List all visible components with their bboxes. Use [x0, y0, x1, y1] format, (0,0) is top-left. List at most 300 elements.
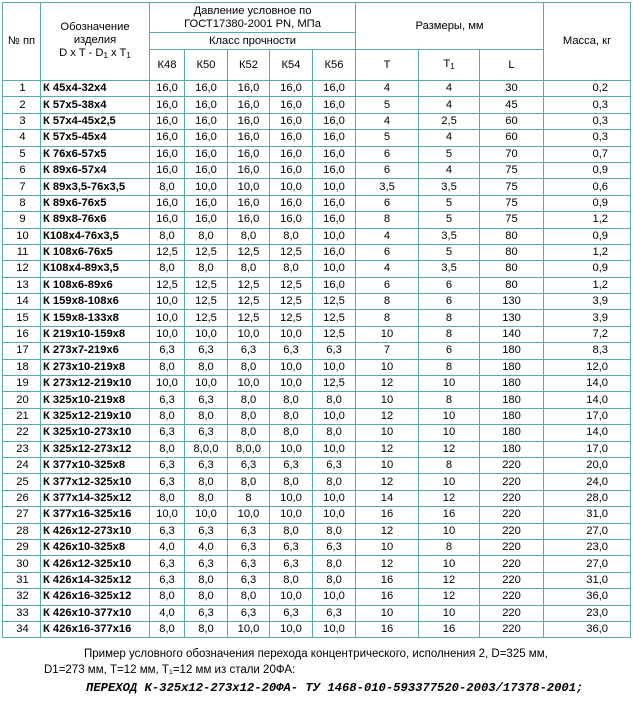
row-pn-k56: 6,3	[313, 605, 356, 621]
row-dim-t: 10	[356, 457, 419, 473]
row-dim-l: 180	[480, 425, 544, 441]
row-pn-k52: 10,0	[228, 326, 270, 342]
row-pn-k48: 8,0	[150, 179, 185, 195]
row-number: 3	[3, 113, 41, 129]
row-pn-k52: 10,0	[228, 507, 270, 523]
table-row	[3, 179, 631, 195]
row-pn-k54: 6,3	[270, 343, 313, 359]
row-pn-k54: 6,3	[270, 539, 313, 555]
row-pn-k52: 12,5	[228, 277, 270, 293]
row-pn-k48: 16,0	[150, 162, 185, 178]
row-dim-t: 8	[356, 294, 419, 310]
row-pn-k54: 8,0	[270, 392, 313, 408]
table-row	[3, 310, 631, 326]
row-pn-k52: 16,0	[228, 97, 270, 113]
row-pn-k48: 4,0	[150, 605, 185, 621]
row-pn-k48: 10,0	[150, 326, 185, 342]
row-number: 20	[3, 392, 41, 408]
row-designation: К 377x10-325x8	[41, 457, 150, 473]
row-pn-k54: 8,0	[270, 572, 313, 588]
row-dim-l: 180	[480, 359, 544, 375]
row-dim-t1: 4	[419, 162, 480, 178]
row-pn-k56: 16,0	[313, 130, 356, 146]
row-pn-k56: 10,0	[313, 408, 356, 424]
row-number: 24	[3, 457, 41, 473]
row-designation: К 426x10-325x8	[41, 539, 150, 555]
table-row	[3, 277, 631, 293]
table-row	[3, 441, 631, 457]
row-designation: К 108x6-76x5	[41, 244, 150, 260]
row-number: 32	[3, 589, 41, 605]
row-mass: 8,3	[544, 343, 631, 359]
row-designation: К108x4-76x3,5	[41, 228, 150, 244]
row-designation: К 89x8-76x6	[41, 212, 150, 228]
row-dim-l: 220	[480, 457, 544, 473]
row-dim-t: 4	[356, 261, 419, 277]
row-dim-t1: 8	[419, 457, 480, 473]
row-pn-k52: 6,3	[228, 457, 270, 473]
row-pn-k56: 10,0	[313, 179, 356, 195]
header-sizes: Размеры, мм	[356, 3, 544, 50]
row-dim-t: 16	[356, 589, 419, 605]
row-designation: К 426x16-377x16	[41, 621, 150, 637]
row-dim-t: 7	[356, 343, 419, 359]
row-dim-t1: 5	[419, 146, 480, 162]
row-pn-k54: 12,5	[270, 277, 313, 293]
row-pn-k52: 8,0	[228, 474, 270, 490]
row-pn-k52: 12,5	[228, 244, 270, 260]
table-row	[3, 621, 631, 637]
header-dim-l: L	[480, 50, 544, 81]
row-dim-t: 16	[356, 572, 419, 588]
row-dim-l: 180	[480, 343, 544, 359]
row-dim-t1: 10	[419, 408, 480, 424]
row-dim-t: 6	[356, 146, 419, 162]
row-pn-k48: 6,3	[150, 572, 185, 588]
row-number: 21	[3, 408, 41, 424]
row-pn-k54: 8,0	[270, 228, 313, 244]
row-dim-t1: 10	[419, 523, 480, 539]
row-pn-k48: 6,3	[150, 457, 185, 473]
row-pn-k52: 10,0	[228, 621, 270, 637]
row-pn-k54: 16,0	[270, 113, 313, 129]
table-row	[3, 474, 631, 490]
row-pn-k52: 16,0	[228, 81, 270, 97]
row-dim-t1: 3,5	[419, 261, 480, 277]
row-pn-k50: 8,0	[185, 228, 228, 244]
row-dim-t: 12	[356, 376, 419, 392]
row-pn-k50: 10,0	[185, 507, 228, 523]
row-designation: К108x4-89x3,5	[41, 261, 150, 277]
row-pn-k52: 16,0	[228, 162, 270, 178]
row-number: 2	[3, 97, 41, 113]
row-number: 26	[3, 490, 41, 506]
row-dim-l: 180	[480, 441, 544, 457]
table-row	[3, 113, 631, 129]
row-pn-k50: 8,0	[185, 261, 228, 277]
row-dim-t1: 8	[419, 310, 480, 326]
row-pn-k50: 16,0	[185, 195, 228, 211]
row-number: 6	[3, 162, 41, 178]
row-pn-k50: 16,0	[185, 146, 228, 162]
row-dim-t1: 10	[419, 556, 480, 572]
row-mass: 36,0	[544, 621, 631, 637]
row-dim-t1: 8	[419, 359, 480, 375]
row-pn-k56: 16,0	[313, 146, 356, 162]
row-pn-k48: 8,0	[150, 490, 185, 506]
row-dim-l: 60	[480, 130, 544, 146]
row-mass: 28,0	[544, 490, 631, 506]
row-mass: 12,0	[544, 359, 631, 375]
row-dim-t1: 12	[419, 589, 480, 605]
row-dim-t1: 6	[419, 277, 480, 293]
row-designation: К 426x16-325x12	[41, 589, 150, 605]
row-pn-k56: 10,0	[313, 589, 356, 605]
row-number: 34	[3, 621, 41, 637]
row-pn-k56: 12,5	[313, 376, 356, 392]
row-dim-l: 45	[480, 97, 544, 113]
row-dim-t1: 4	[419, 81, 480, 97]
row-pn-k56: 10,0	[313, 228, 356, 244]
row-pn-k48: 16,0	[150, 146, 185, 162]
spec-table	[2, 2, 631, 638]
row-mass: 0,9	[544, 228, 631, 244]
row-pn-k54: 12,5	[270, 310, 313, 326]
row-dim-l: 140	[480, 326, 544, 342]
row-designation: К 325x10-273x10	[41, 425, 150, 441]
row-pn-k50: 8,0,0	[185, 441, 228, 457]
row-mass: 23,0	[544, 605, 631, 621]
row-dim-t: 6	[356, 195, 419, 211]
row-pn-k50: 12,5	[185, 244, 228, 260]
row-pn-k56: 16,0	[313, 195, 356, 211]
row-mass: 23,0	[544, 539, 631, 555]
row-dim-t: 10	[356, 539, 419, 555]
row-dim-l: 75	[480, 212, 544, 228]
row-dim-t: 16	[356, 621, 419, 637]
row-number: 33	[3, 605, 41, 621]
row-number: 14	[3, 294, 41, 310]
table-row	[3, 556, 631, 572]
row-pn-k50: 16,0	[185, 130, 228, 146]
row-pn-k52: 6,3	[228, 556, 270, 572]
row-number: 23	[3, 441, 41, 457]
row-dim-t1: 3,5	[419, 179, 480, 195]
row-dim-l: 220	[480, 539, 544, 555]
table-row	[3, 343, 631, 359]
row-pn-k54: 6,3	[270, 556, 313, 572]
row-pn-k48: 12,5	[150, 244, 185, 260]
table-row	[3, 212, 631, 228]
row-pn-k56: 16,0	[313, 244, 356, 260]
row-dim-t: 6	[356, 162, 419, 178]
table-row	[3, 244, 631, 260]
row-pn-k54: 10,0	[270, 490, 313, 506]
row-number: 29	[3, 539, 41, 555]
row-pn-k56: 10,0	[313, 490, 356, 506]
row-dim-t1: 16	[419, 507, 480, 523]
row-pn-k48: 8,0	[150, 228, 185, 244]
row-pn-k50: 6,3	[185, 457, 228, 473]
row-dim-l: 220	[480, 556, 544, 572]
row-designation: К 57x5-45x4	[41, 130, 150, 146]
row-pn-k52: 16,0	[228, 146, 270, 162]
row-number: 1	[3, 81, 41, 97]
row-dim-t1: 6	[419, 343, 480, 359]
row-dim-l: 80	[480, 261, 544, 277]
table-row	[3, 589, 631, 605]
row-pn-k54: 10,0	[270, 621, 313, 637]
row-mass: 17,0	[544, 408, 631, 424]
row-number: 22	[3, 425, 41, 441]
row-dim-t: 6	[356, 277, 419, 293]
row-mass: 17,0	[544, 441, 631, 457]
table-row	[3, 392, 631, 408]
row-pn-k56: 8,0	[313, 425, 356, 441]
row-dim-l: 220	[480, 474, 544, 490]
header-dim-t1: $T_1$	[419, 50, 480, 81]
row-number: 16	[3, 326, 41, 342]
row-mass: 0,3	[544, 130, 631, 146]
row-dim-t1: 12	[419, 572, 480, 588]
row-pn-k52: 16,0	[228, 195, 270, 211]
row-pn-k50: 8,0	[185, 490, 228, 506]
row-dim-t1: 12	[419, 490, 480, 506]
row-pn-k50: 12,5	[185, 277, 228, 293]
row-number: 17	[3, 343, 41, 359]
row-pn-k50: 12,5	[185, 294, 228, 310]
row-pn-k52: 8,0,0	[228, 441, 270, 457]
row-dim-l: 75	[480, 179, 544, 195]
row-dim-t: 12	[356, 474, 419, 490]
row-dim-l: 80	[480, 277, 544, 293]
row-mass: 3,9	[544, 294, 631, 310]
row-dim-l: 220	[480, 523, 544, 539]
row-mass: 1,2	[544, 212, 631, 228]
row-dim-t: 10	[356, 392, 419, 408]
row-pn-k54: 12,5	[270, 294, 313, 310]
row-pn-k56: 6,3	[313, 343, 356, 359]
table-row	[3, 507, 631, 523]
row-number: 13	[3, 277, 41, 293]
row-dim-t1: 6	[419, 294, 480, 310]
row-pn-k54: 16,0	[270, 81, 313, 97]
row-designation: К 273x12-219x10	[41, 376, 150, 392]
row-pn-k48: 10,0	[150, 294, 185, 310]
row-pn-k54: 8,0	[270, 425, 313, 441]
row-pn-k54: 10,0	[270, 589, 313, 605]
row-dim-l: 220	[480, 589, 544, 605]
header-class-k48: К48	[150, 50, 185, 81]
row-dim-l: 70	[480, 146, 544, 162]
row-pn-k52: 8,0	[228, 589, 270, 605]
row-pn-k56: 16,0	[313, 113, 356, 129]
row-dim-t1: 2,5	[419, 113, 480, 129]
row-pn-k48: 12,5	[150, 277, 185, 293]
row-pn-k48: 6,3	[150, 474, 185, 490]
row-pn-k52: 6,3	[228, 572, 270, 588]
row-dim-t: 6	[356, 244, 419, 260]
row-pn-k52: 6,3	[228, 539, 270, 555]
row-pn-k54: 12,5	[270, 244, 313, 260]
row-designation: К 76x6-57x5	[41, 146, 150, 162]
row-pn-k52: 8,0	[228, 261, 270, 277]
row-pn-k50: 6,3	[185, 343, 228, 359]
row-mass: 0,2	[544, 81, 631, 97]
row-mass: 14,0	[544, 392, 631, 408]
row-pn-k50: 16,0	[185, 162, 228, 178]
note-line-2: D1=273 мм, T=12 мм, T₁=12 мм из стали 20ФА:	[44, 664, 296, 676]
row-mass: 1,2	[544, 244, 631, 260]
table-row	[3, 195, 631, 211]
row-dim-t: 12	[356, 441, 419, 457]
table-row	[3, 228, 631, 244]
table-row	[3, 261, 631, 277]
row-designation: К 325x12-273x12	[41, 441, 150, 457]
header-mass: Масса, кг	[544, 3, 631, 81]
row-dim-l: 220	[480, 507, 544, 523]
row-pn-k56: 12,5	[313, 294, 356, 310]
row-pn-k50: 8,0	[185, 621, 228, 637]
header-num: № пп	[3, 3, 41, 81]
row-pn-k56: 12,5	[313, 310, 356, 326]
row-designation: К 426x10-377x10	[41, 605, 150, 621]
row-dim-l: 220	[480, 621, 544, 637]
row-dim-t: 8	[356, 310, 419, 326]
row-pn-k52: 10,0	[228, 376, 270, 392]
header-dim-t: T	[356, 50, 419, 81]
row-pn-k48: 10,0	[150, 376, 185, 392]
row-mass: 0,6	[544, 179, 631, 195]
row-pn-k50: 16,0	[185, 97, 228, 113]
header-pressure: Давление условное по ГОСТ17380-2001 PN, МПа	[150, 3, 356, 33]
row-designation: К 273x10-219x8	[41, 359, 150, 375]
row-pn-k56: 16,0	[313, 81, 356, 97]
row-pn-k48: 8,0	[150, 359, 185, 375]
row-pn-k54: 16,0	[270, 195, 313, 211]
row-pn-k56: 6,3	[313, 539, 356, 555]
row-pn-k56: 10,0	[313, 261, 356, 277]
row-pn-k48: 16,0	[150, 97, 185, 113]
row-pn-k50: 6,3	[185, 556, 228, 572]
row-dim-t1: 4	[419, 97, 480, 113]
row-pn-k56: 8,0	[313, 556, 356, 572]
row-number: 12	[3, 261, 41, 277]
row-dim-l: 220	[480, 605, 544, 621]
row-dim-t1: 3,5	[419, 228, 480, 244]
row-pn-k50: 8,0	[185, 408, 228, 424]
row-dim-l: 130	[480, 294, 544, 310]
header-class-k50: К50	[185, 50, 228, 81]
row-pn-k56: 16,0	[313, 277, 356, 293]
row-pn-k54: 16,0	[270, 130, 313, 146]
row-pn-k52: 6,3	[228, 343, 270, 359]
row-pn-k52: 8,0	[228, 408, 270, 424]
row-designation: К 159x8-133x8	[41, 310, 150, 326]
row-designation: К 325x10-219x8	[41, 392, 150, 408]
row-pn-k50: 4,0	[185, 539, 228, 555]
row-pn-k52: 8,0	[228, 425, 270, 441]
row-pn-k50: 6,3	[185, 392, 228, 408]
row-pn-k50: 8,0	[185, 474, 228, 490]
header-class-k52: К52	[228, 50, 270, 81]
row-pn-k56: 8,0	[313, 392, 356, 408]
row-dim-t1: 8	[419, 392, 480, 408]
row-designation: К 325x12-219x10	[41, 408, 150, 424]
row-dim-t: 10	[356, 326, 419, 342]
row-pn-k56: 16,0	[313, 97, 356, 113]
row-dim-l: 80	[480, 244, 544, 260]
table-row	[3, 81, 631, 97]
row-mass: 0,3	[544, 97, 631, 113]
row-dim-t1: 10	[419, 605, 480, 621]
row-pn-k50: 6,3	[185, 523, 228, 539]
row-pn-k56: 16,0	[313, 162, 356, 178]
row-pn-k50: 10,0	[185, 326, 228, 342]
row-mass: 14,0	[544, 425, 631, 441]
row-pn-k54: 16,0	[270, 162, 313, 178]
row-pn-k54: 8,0	[270, 523, 313, 539]
row-pn-k56: 8,0	[313, 523, 356, 539]
row-pn-k52: 16,0	[228, 212, 270, 228]
row-pn-k54: 10,0	[270, 376, 313, 392]
row-number: 15	[3, 310, 41, 326]
row-dim-t: 12	[356, 556, 419, 572]
row-pn-k48: 6,3	[150, 523, 185, 539]
row-mass: 0,9	[544, 162, 631, 178]
row-number: 18	[3, 359, 41, 375]
header-class-k56: К56	[313, 50, 356, 81]
row-mass: 0,3	[544, 113, 631, 129]
row-dim-t1: 5	[419, 212, 480, 228]
row-pn-k48: 6,3	[150, 392, 185, 408]
table-row	[3, 97, 631, 113]
row-dim-l: 220	[480, 572, 544, 588]
header-class-k54: К54	[270, 50, 313, 81]
row-pn-k50: 6,3	[185, 425, 228, 441]
table-row	[3, 146, 631, 162]
row-pn-k52: 10,0	[228, 179, 270, 195]
row-pn-k54: 10,0	[270, 359, 313, 375]
row-dim-t: 16	[356, 507, 419, 523]
table-body	[3, 81, 631, 638]
row-pn-k52: 16,0	[228, 113, 270, 129]
row-pn-k54: 10,0	[270, 441, 313, 457]
row-pn-k48: 8,0	[150, 261, 185, 277]
row-dim-t: 12	[356, 523, 419, 539]
row-mass: 14,0	[544, 376, 631, 392]
row-pn-k52: 8,0	[228, 228, 270, 244]
table-row	[3, 457, 631, 473]
row-pn-k56: 6,3	[313, 457, 356, 473]
row-mass: 0,9	[544, 261, 631, 277]
row-number: 27	[3, 507, 41, 523]
row-dim-t: 10	[356, 359, 419, 375]
header-designation: Обозначение изделия D x T - $D_1$ x $T_1$	[41, 3, 150, 81]
row-pn-k50: 16,0	[185, 81, 228, 97]
row-mass: 0,9	[544, 195, 631, 211]
table-row	[3, 162, 631, 178]
row-number: 28	[3, 523, 41, 539]
row-designation: К 219x10-159x8	[41, 326, 150, 342]
row-pn-k52: 6,3	[228, 605, 270, 621]
row-pn-k56: 8,0	[313, 474, 356, 490]
row-pn-k52: 6,3	[228, 523, 270, 539]
table-row	[3, 376, 631, 392]
row-mass: 1,2	[544, 277, 631, 293]
row-pn-k48: 6,3	[150, 556, 185, 572]
row-pn-k54: 6,3	[270, 457, 313, 473]
